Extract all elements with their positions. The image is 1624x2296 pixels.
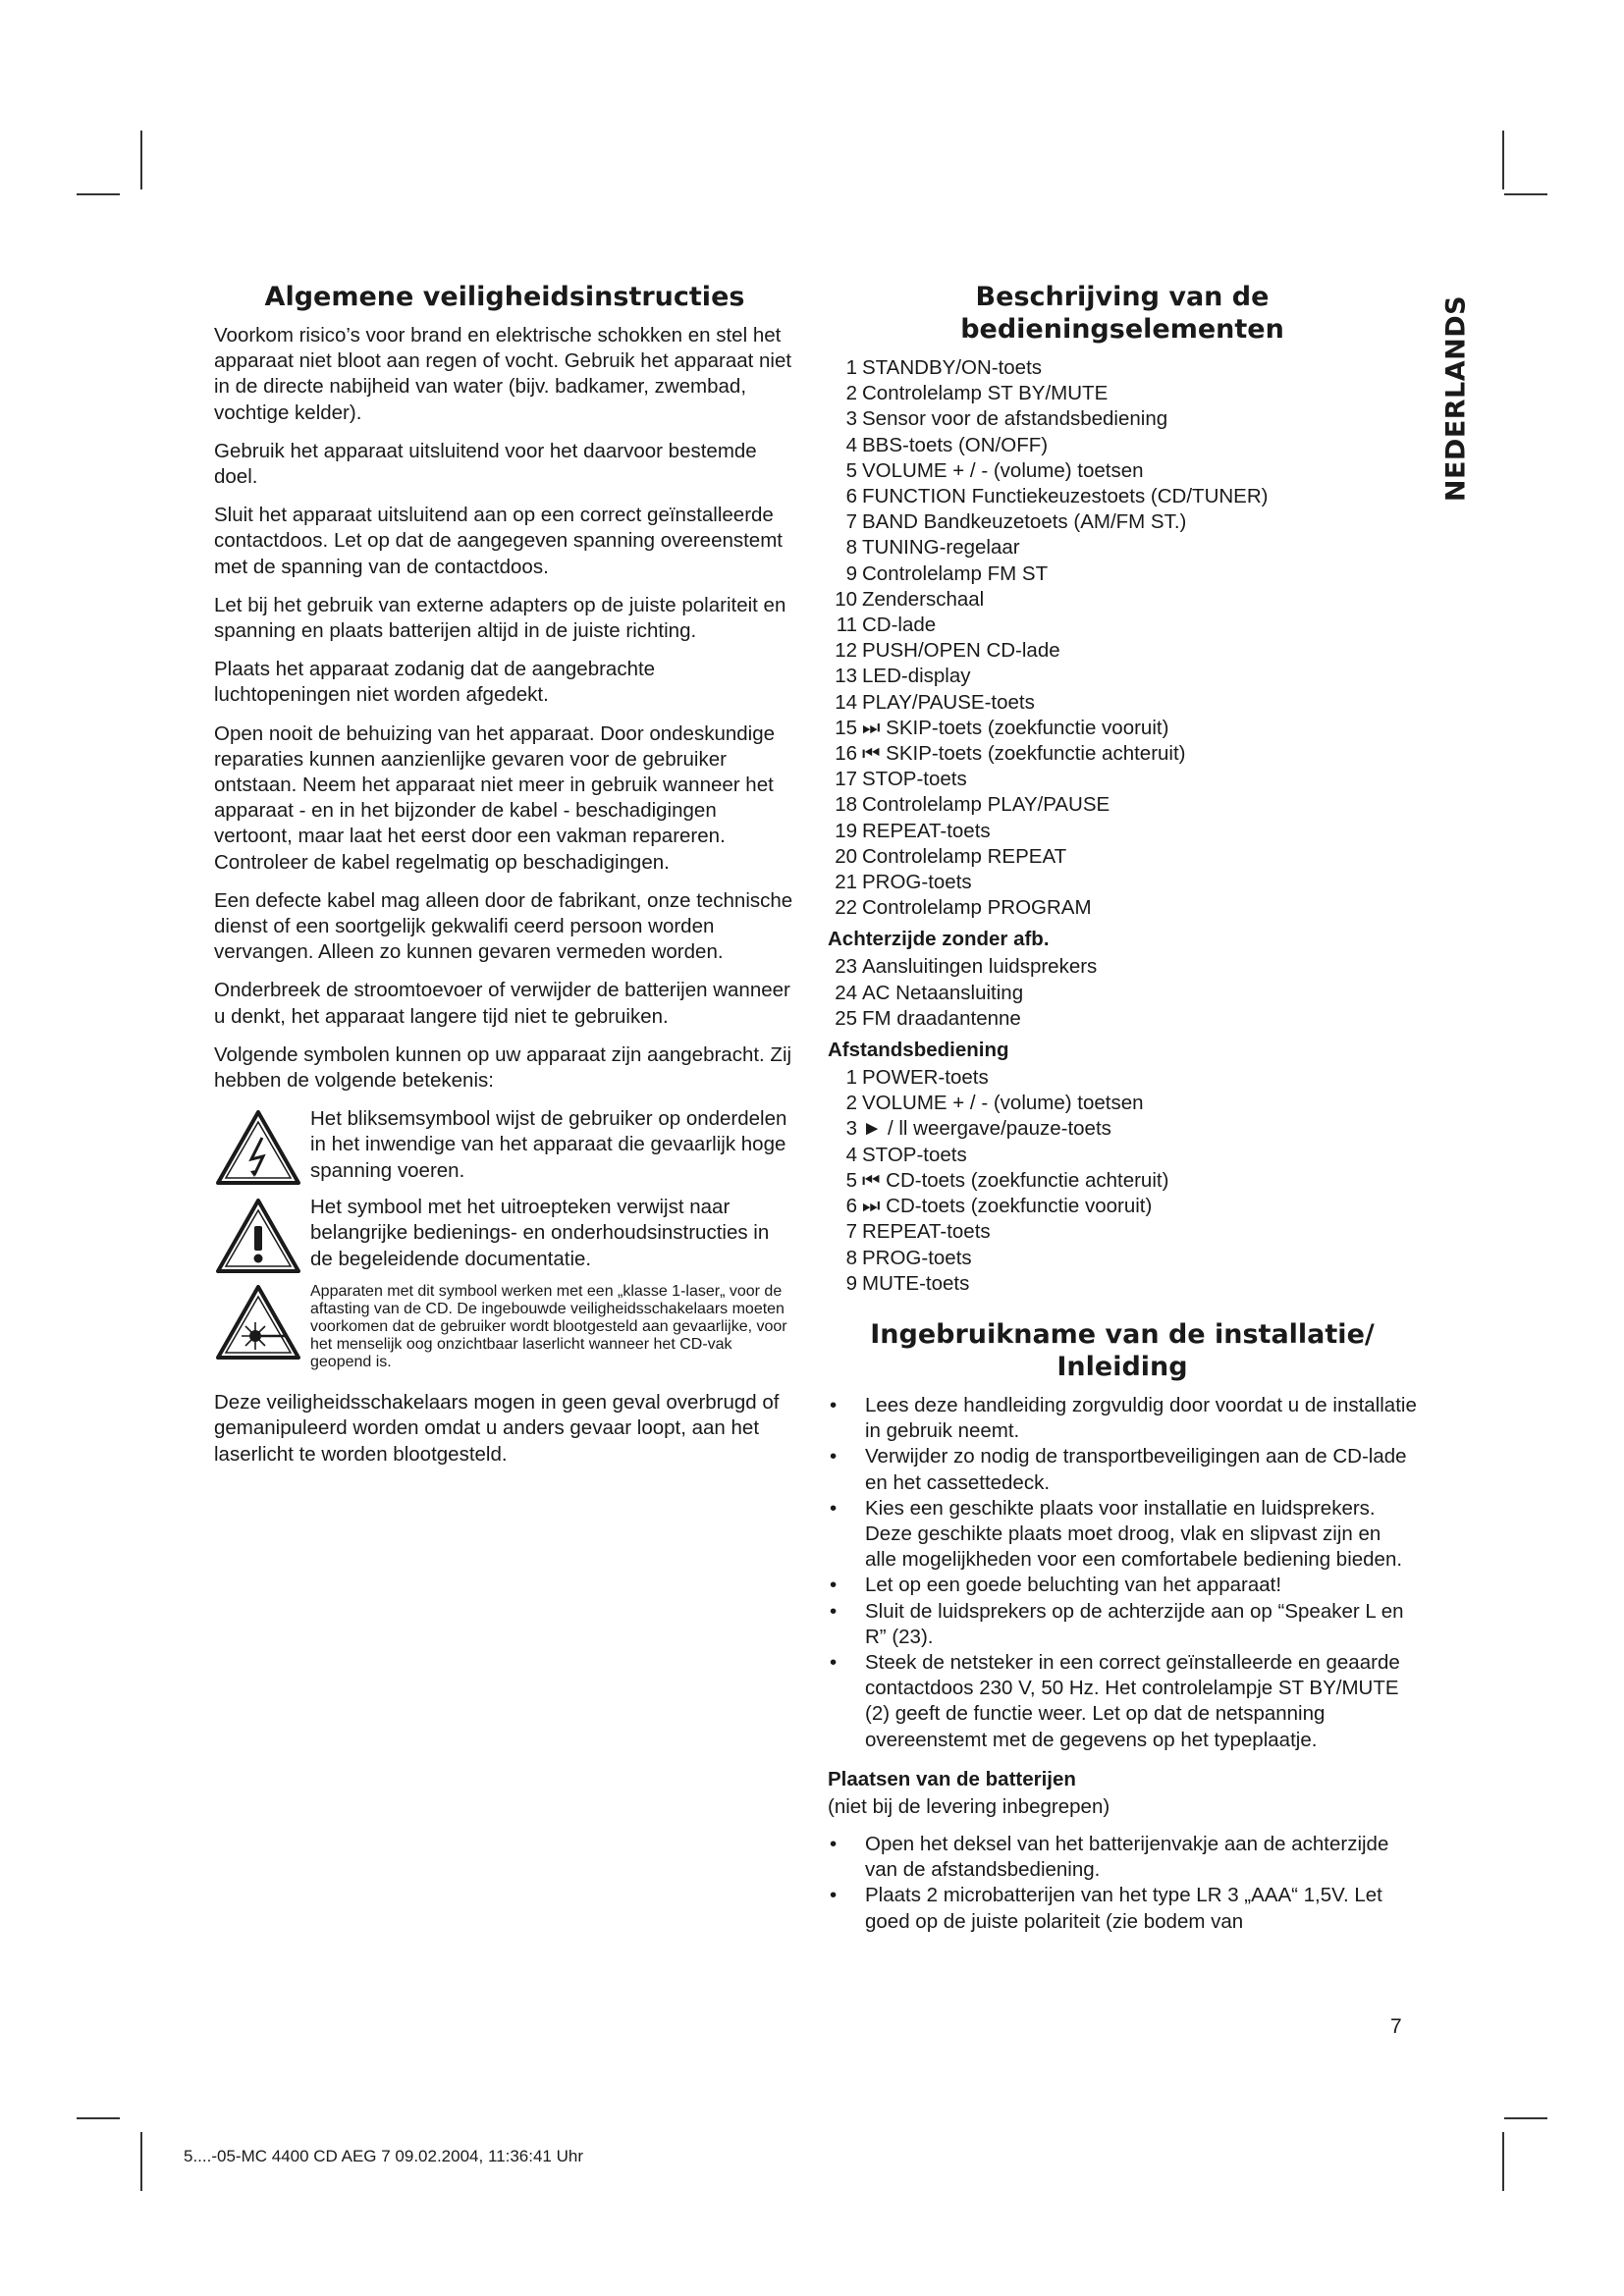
lightning-warning-icon (214, 1106, 310, 1192)
list-item: • Steek de netsteker in een correct geïnstalleerde en geaarde contactdoos 230 V, 50 Hz. Het controlelampje ST BY/MUTE (2) geeft de functie weer. Let op dat de netspanning overeenstemt met de gegevens op het typeplaatje. (828, 1650, 1417, 1753)
safety-paragraph: Gebruik het apparaat uitsluitend voor het daarvoor bestemde doel. (214, 439, 757, 489)
crop-mark (1502, 2132, 1504, 2191)
install-title: Ingebruikname van de installatie/ Inleiding (870, 1318, 1375, 1382)
list-item (828, 458, 1417, 484)
safety-paragraph: Een defecte kabel mag alleen door de fabrikant, onze technische dienst of een soortgelijk gekwalifi ceerd persoon worden vervangen. Alleen zo kunnen gevaren vermeden worden. (214, 888, 793, 964)
crop-mark (77, 193, 120, 195)
list-item (828, 484, 1417, 509)
item-number: 13 (835, 665, 857, 688)
crop-mark (1504, 2117, 1547, 2119)
controls-column (828, 281, 1417, 1947)
list-item (828, 767, 1417, 792)
list-item (828, 954, 1417, 980)
install-bullets (828, 1393, 1417, 1753)
list-item (828, 1246, 1417, 1271)
crop-mark (140, 131, 142, 189)
symbol-text: Apparaten met dit symbool werken met een „klasse 1-laser„ voor de aftasting van de CD. De ingebouwde veiligheidsschakelaars moeten voorkomen dat de gebruiker wordt blootgesteld aan gevaarlijke, voor het menselijk oog onzichtbaar laserlicht wanneer het CD-vak geopend is. (310, 1283, 787, 1371)
item-text: ⏮ CD-toets (zoekfunctie achteruit) (862, 1168, 1169, 1192)
rear-list (828, 954, 1417, 1032)
crop-mark (1504, 193, 1547, 195)
safety-paragraph: Onderbreek de stroomtoevoer of verwijder de batterijen wanneer u denkt, het apparaat langere tijd niet te gebruiken. (214, 979, 790, 1028)
list-item (828, 509, 1417, 535)
list-item (828, 433, 1417, 458)
item-text: Controlelamp FM ST (862, 561, 1049, 585)
list-item: • Verwijder zo nodig de transportbeveiligingen aan de CD-lade en het cassettedeck. (828, 1444, 1417, 1495)
crop-mark (1502, 131, 1504, 189)
crop-mark (77, 2117, 120, 2119)
list-item (828, 355, 1417, 381)
item-number: 7 (845, 1220, 857, 1244)
item-text: STOP-toets (862, 768, 967, 791)
item-text: PUSH/OPEN CD-lade (862, 639, 1060, 663)
list-item (828, 792, 1417, 818)
item-text: Controlelamp PROGRAM (862, 896, 1092, 920)
safety-paragraph: Voorkom risico’s voor brand en elektrische schokken en stel het apparaat niet bloot aan regen of vocht. Gebruik het apparaat niet in de directe nabijheid van water (bijv. badkamer, zwembad, vochtige kelder). (214, 324, 792, 424)
list-item (828, 1116, 1417, 1142)
safety-title: Algemene veiligheidsinstructies (264, 282, 745, 312)
item-text: ► / ll weergave/pauze-toets (862, 1117, 1111, 1141)
safety-column (214, 281, 795, 1480)
symbol-text: Het bliksemsymbool wijst de gebruiker op onderdelen in het inwendige van het apparaat die gevaarlijk hoge spanning voeren. (310, 1107, 787, 1182)
item-number: 4 (845, 433, 857, 456)
safety-paragraph: Plaats het apparaat zodanig dat de aangebrachte luchtopeningen niet worden afgedekt. (214, 658, 656, 707)
item-number: 11 (836, 614, 857, 637)
item-text: PROG-toets (862, 1246, 972, 1269)
exclamation-warning-icon (214, 1195, 310, 1280)
item-text: Controlelamp PLAY/PAUSE (862, 793, 1110, 817)
list-item (828, 870, 1417, 895)
item-number: 3 (845, 407, 857, 431)
list-item (828, 1219, 1417, 1245)
item-number: 5 (845, 1168, 857, 1192)
item-number: 8 (845, 1246, 857, 1269)
item-text: POWER-toets (862, 1066, 989, 1090)
item-text: Controlelamp ST BY/MUTE (862, 382, 1109, 405)
remote-title: Afstandsbediening (828, 1039, 1009, 1062)
list-item: • Sluit de luidsprekers op de achterzijde aan op “Speaker L en R” (23). (828, 1599, 1417, 1650)
symbol-lightning (214, 1106, 795, 1192)
item-text: ⏮ SKIP-toets (zoekfunctie achteruit) (862, 742, 1186, 766)
item-text: REPEAT-toets (862, 1220, 991, 1244)
item-text: LED-display (862, 665, 971, 688)
item-number: 9 (845, 1271, 857, 1295)
list-item (828, 587, 1417, 613)
item-number: 25 (835, 1006, 857, 1030)
list-item (828, 638, 1417, 664)
list-item: • Plaats 2 microbatterijen van het type LR 3 „AAA“ 1,5V. Let goed op de juiste polariteit (zie bodem van (828, 1883, 1417, 1934)
item-number: 6 (845, 485, 857, 508)
item-number: 12 (835, 639, 857, 663)
symbol-text: Het symbool met het uitroepteken verwijst naar belangrijke bedienings- en onderhoudsinstructies in de begeleidende documentatie. (310, 1196, 770, 1270)
language-side-label: NEDERLANDS (1440, 294, 1472, 503)
item-number: 3 (845, 1117, 857, 1141)
list-item (828, 1143, 1417, 1168)
item-text: Sensor voor de afstandsbediening (862, 407, 1168, 431)
item-text: TUNING-regelaar (862, 536, 1020, 560)
list-item (828, 716, 1417, 741)
crop-mark (140, 2132, 142, 2191)
list-item (828, 819, 1417, 844)
item-text: Controlelamp REPEAT (862, 844, 1067, 868)
list-item (828, 1168, 1417, 1194)
safety-paragraph: Open nooit de behuizing van het apparaat. Door ondeskundige reparaties kunnen aanzienlijke gevaren voor de gebruiker ontstaan. Neem het apparaat niet meer in gebruik wanneer het apparaat - en in het bijzonder de kabel - beschadigingen vertoont, maar laat het eerst door een vakman repareren. Controleer de kabel regelmatig op beschadigingen. (214, 721, 776, 874)
item-number: 20 (835, 844, 857, 868)
list-item (828, 381, 1417, 406)
item-text: ⏭ CD-toets (zoekfunctie vooruit) (862, 1195, 1153, 1218)
symbol-laser (214, 1283, 795, 1377)
item-text: STANDBY/ON-toets (862, 356, 1043, 379)
list-item (828, 561, 1417, 587)
list-item (828, 664, 1417, 689)
list-item (828, 1194, 1417, 1219)
page-number: 7 (1390, 2015, 1402, 2038)
item-text: BBS-toets (ON/OFF) (862, 433, 1049, 456)
item-text: VOLUME + / - (volume) toetsen (862, 1092, 1144, 1115)
item-number: 4 (845, 1143, 857, 1166)
item-number: 1 (845, 356, 857, 379)
safety-paragraph: Sluit het apparaat uitsluitend aan op een correct geïnstalleerde contactdoos. Let op dat de aangegeven spanning overeenstemt met de spanning van de contactdoos. (214, 504, 783, 578)
item-number: 7 (845, 510, 857, 534)
item-number: 6 (845, 1195, 857, 1218)
item-number: 2 (845, 1092, 857, 1115)
list-item (828, 613, 1417, 638)
list-item (828, 690, 1417, 716)
item-text: Zenderschaal (862, 587, 985, 611)
list-item: • Lees deze handleiding zorgvuldig door voordat u de installatie in gebruik neemt. (828, 1393, 1417, 1444)
list-item: • Open het deksel van het batterijenvakje aan de achterzijde van de afstandsbediening. (828, 1832, 1417, 1883)
controls-title: Beschrijving van de bedieningselementen (960, 282, 1284, 345)
safety-closing: Deze veiligheidsschakelaars mogen in geen geval overbrugd of gemanipuleerd worden omdat u anders gevaar loopt, aan het laserlicht te worden blootgesteld. (214, 1391, 780, 1466)
item-number: 21 (835, 871, 857, 894)
item-number: 19 (835, 819, 857, 842)
item-number: 2 (845, 382, 857, 405)
item-text: STOP-toets (862, 1143, 967, 1166)
item-text: FM draadantenne (862, 1006, 1021, 1030)
safety-paragraph: Let bij het gebruik van externe adapters op de juiste polariteit en spanning en plaats batterijen altijd in de juiste richting. (214, 593, 786, 643)
list-item (828, 1091, 1417, 1116)
rear-title: Achterzijde zonder afb. (828, 928, 1050, 951)
item-number: 18 (835, 793, 857, 817)
item-text: AC Netaansluiting (862, 981, 1024, 1004)
safety-paragraph: Volgende symbolen kunnen op uw apparaat zijn aangebracht. Zij hebben de volgende betekenis: (214, 1042, 792, 1093)
item-number: 1 (845, 1066, 857, 1090)
item-text: VOLUME + / - (volume) toetsen (862, 458, 1144, 482)
item-text: MUTE-toets (862, 1271, 970, 1295)
list-item (828, 844, 1417, 870)
list-item: • Kies een geschikte plaats voor installatie en luidsprekers. Deze geschikte plaats moet droog, vlak en slipvast zijn en alle mogelijkheden voor een comfortabele bediening bieden. (828, 1496, 1417, 1574)
list-item (828, 535, 1417, 561)
item-text: CD-lade (862, 614, 937, 637)
laser-warning-icon (214, 1283, 302, 1377)
battery-bullets (828, 1832, 1417, 1935)
list-item (828, 1271, 1417, 1297)
item-text: Aansluitingen luidsprekers (862, 955, 1098, 979)
list-item (828, 1065, 1417, 1091)
list-item (828, 895, 1417, 921)
list-item (828, 981, 1417, 1006)
item-number: 16 (835, 742, 857, 766)
item-number: 22 (835, 896, 857, 920)
item-number: 24 (835, 981, 857, 1004)
item-text: FUNCTION Functiekeuzestoets (CD/TUNER) (862, 485, 1269, 508)
item-number: 8 (845, 536, 857, 560)
list-item: • Let op een goede beluchting van het apparaat! (828, 1573, 1417, 1598)
item-text: PLAY/PAUSE-toets (862, 690, 1035, 714)
item-text: BAND Bandkeuzetoets (AM/FM ST.) (862, 510, 1187, 534)
list-item (828, 406, 1417, 432)
item-number: 5 (845, 458, 857, 482)
remote-list (828, 1065, 1417, 1297)
item-text: REPEAT-toets (862, 819, 991, 842)
item-number: 10 (835, 587, 857, 611)
list-item (828, 1006, 1417, 1032)
print-footer: 5....-05-MC 4400 CD AEG 7 09.02.2004, 11:36:41 Uhr (184, 2147, 583, 2165)
item-number: 9 (845, 561, 857, 585)
item-text: PROG-toets (862, 871, 972, 894)
battery-title: Plaatsen van de batterijen (828, 1767, 1076, 1790)
item-number: 23 (835, 955, 857, 979)
item-text: ⏭ SKIP-toets (zoekfunctie vooruit) (862, 716, 1169, 739)
item-number: 17 (835, 768, 857, 791)
item-number: 14 (835, 690, 857, 714)
list-item (828, 741, 1417, 767)
controls-list (828, 355, 1417, 921)
battery-note: (niet bij de levering inbegrepen) (828, 1794, 1110, 1818)
item-number: 15 (835, 716, 857, 739)
symbol-exclamation (214, 1195, 795, 1280)
